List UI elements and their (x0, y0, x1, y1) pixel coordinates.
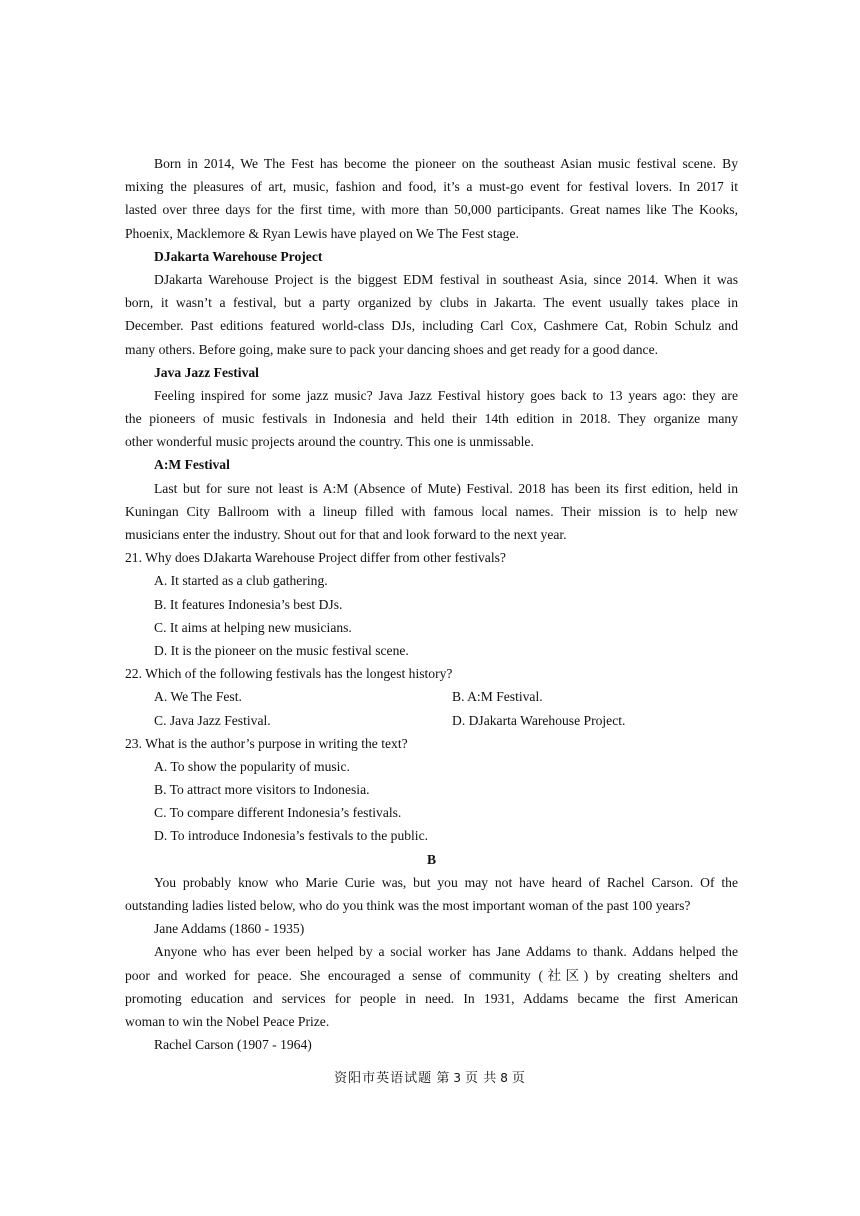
question-23-option-b: B. To attract more visitors to Indonesia. (154, 782, 370, 798)
am-festival-paragraph (125, 477, 738, 547)
we-the-fest-paragraph (125, 152, 738, 245)
paragraph-line: woman to win the Nobel Peace Prize. (125, 1013, 330, 1029)
paragraph-line: poor and worked for peace. She encouraged a sense of community (社区) by creating shelters and (125, 967, 738, 983)
exam-page (125, 152, 738, 1056)
question-22-option-c: C. Java Jazz Festival. (154, 712, 271, 728)
paragraph-line: outstanding ladies listed below, who do you think was the most important woman of the past 100 years? (125, 898, 691, 913)
am-festival-heading: A:M Festival (154, 457, 230, 473)
section-b-intro (125, 871, 738, 917)
paragraph-line: mixing the pleasures of art, music, fashion and food, it’s a must-go event for festival lovers. In 2017 it (125, 179, 738, 195)
footer-total-unit: 页 (511, 1070, 526, 1085)
paragraph-line: You probably know who Marie Curie was, but you may not have heard of Rachel Carson. Of the (154, 874, 738, 890)
footer-page-number: 3 (453, 1071, 462, 1085)
paragraph-line: the pioneers of music festivals in Indonesia and held their 14th edition in 2018. They organize many (125, 411, 738, 427)
paragraph-line: Kuningan City Ballroom with a lineup filled with famous local names. Their mission is to help new (125, 503, 738, 519)
paragraph-line: other wonderful music projects around the country. This one is unmissable. (125, 434, 534, 450)
addams-heading: Jane Addams (1860 - 1935) (154, 921, 305, 937)
carson-heading: Rachel Carson (1907 - 1964) (154, 1037, 312, 1053)
question-22-option-b: B. A:M Festival. (452, 689, 543, 705)
question-23-option-c: C. To compare different Indonesia’s festivals. (154, 805, 402, 821)
paragraph-line: promoting education and services for people in need. In 1931, Addams became the first American (125, 990, 738, 1006)
section-b-label: B (426, 851, 437, 867)
question-22-option-a: A. We The Fest. (154, 689, 242, 705)
paragraph-line: Feeling inspired for some jazz music? Java Jazz Festival history goes back to 13 years ago: they are (154, 387, 738, 403)
paragraph-line: Anyone who has ever been helped by a social worker has Jane Addams to thank. Addans helped the (154, 944, 738, 960)
question-21-stem: 21. Why does DJakarta Warehouse Project differ from other festivals? (125, 550, 506, 566)
question-23-stem: 23. What is the author’s purpose in writing the text? (125, 735, 408, 751)
question-22-stem: 22. Which of the following festivals has the longest history? (125, 666, 453, 682)
paragraph-line: many others. Before going, make sure to pack your dancing shoes and get ready for a good dance. (125, 341, 659, 357)
question-21-option-b: B. It features Indonesia’s best DJs. (154, 596, 343, 612)
java-jazz-paragraph (125, 384, 738, 454)
paragraph-line: DJakarta Warehouse Project is the biggest EDM festival in southeast Asia, since 2014. When it was (154, 271, 738, 287)
djakarta-heading: DJakarta Warehouse Project (154, 248, 323, 264)
footer-page-unit: 页 (464, 1070, 479, 1085)
question-21-option-c: C. It aims at helping new musicians. (154, 619, 352, 635)
addams-paragraph (125, 940, 738, 1033)
question-22-options-row-2 (125, 709, 738, 732)
question-23-option-d: D. To introduce Indonesia’s festivals to the public. (154, 828, 429, 844)
question-22-options-row-1 (125, 685, 738, 708)
question-23-option-a: A. To show the popularity of music. (154, 758, 350, 774)
question-21-option-a: A. It started as a club gathering. (154, 573, 328, 589)
paragraph-line: December. Past editions featured world-class DJs, including Carl Cox, Cashmere Cat, Robin Schulz and (125, 318, 738, 334)
paragraph-line: musicians enter the industry. Shout out for that and look forward to the next year. (125, 527, 567, 542)
footer-total-label: 共 (483, 1070, 498, 1085)
question-21-option-d: D. It is the pioneer on the music festival scene. (154, 642, 409, 658)
paragraph-line: Last but for sure not least is A:M (Absence of Mute) Festival. 2018 has been its first edition, held in (154, 480, 738, 496)
paragraph-line: Born in 2014, We The Fest has become the pioneer on the southeast Asian music festival scene. By (154, 156, 738, 171)
paragraph-line: born, it wasn’t a festival, but a party organized by clubs in Jakarta. The event usually takes place in (125, 295, 738, 311)
footer-total-pages: 8 (500, 1071, 509, 1085)
footer-page-label: 第 (436, 1070, 451, 1085)
java-jazz-heading: Java Jazz Festival (154, 364, 259, 380)
footer-title: 资阳市英语试题 (334, 1070, 433, 1085)
paragraph-line: lasted over three days for the first time, with more than 50,000 participants. Great names like The Kooks, (125, 202, 738, 218)
page-footer (0, 1068, 860, 1088)
djakarta-paragraph (125, 268, 738, 361)
paragraph-line: Phoenix, Macklemore & Ryan Lewis have played on We The Fest stage. (125, 225, 519, 241)
question-22-option-d: D. DJakarta Warehouse Project. (452, 712, 626, 728)
